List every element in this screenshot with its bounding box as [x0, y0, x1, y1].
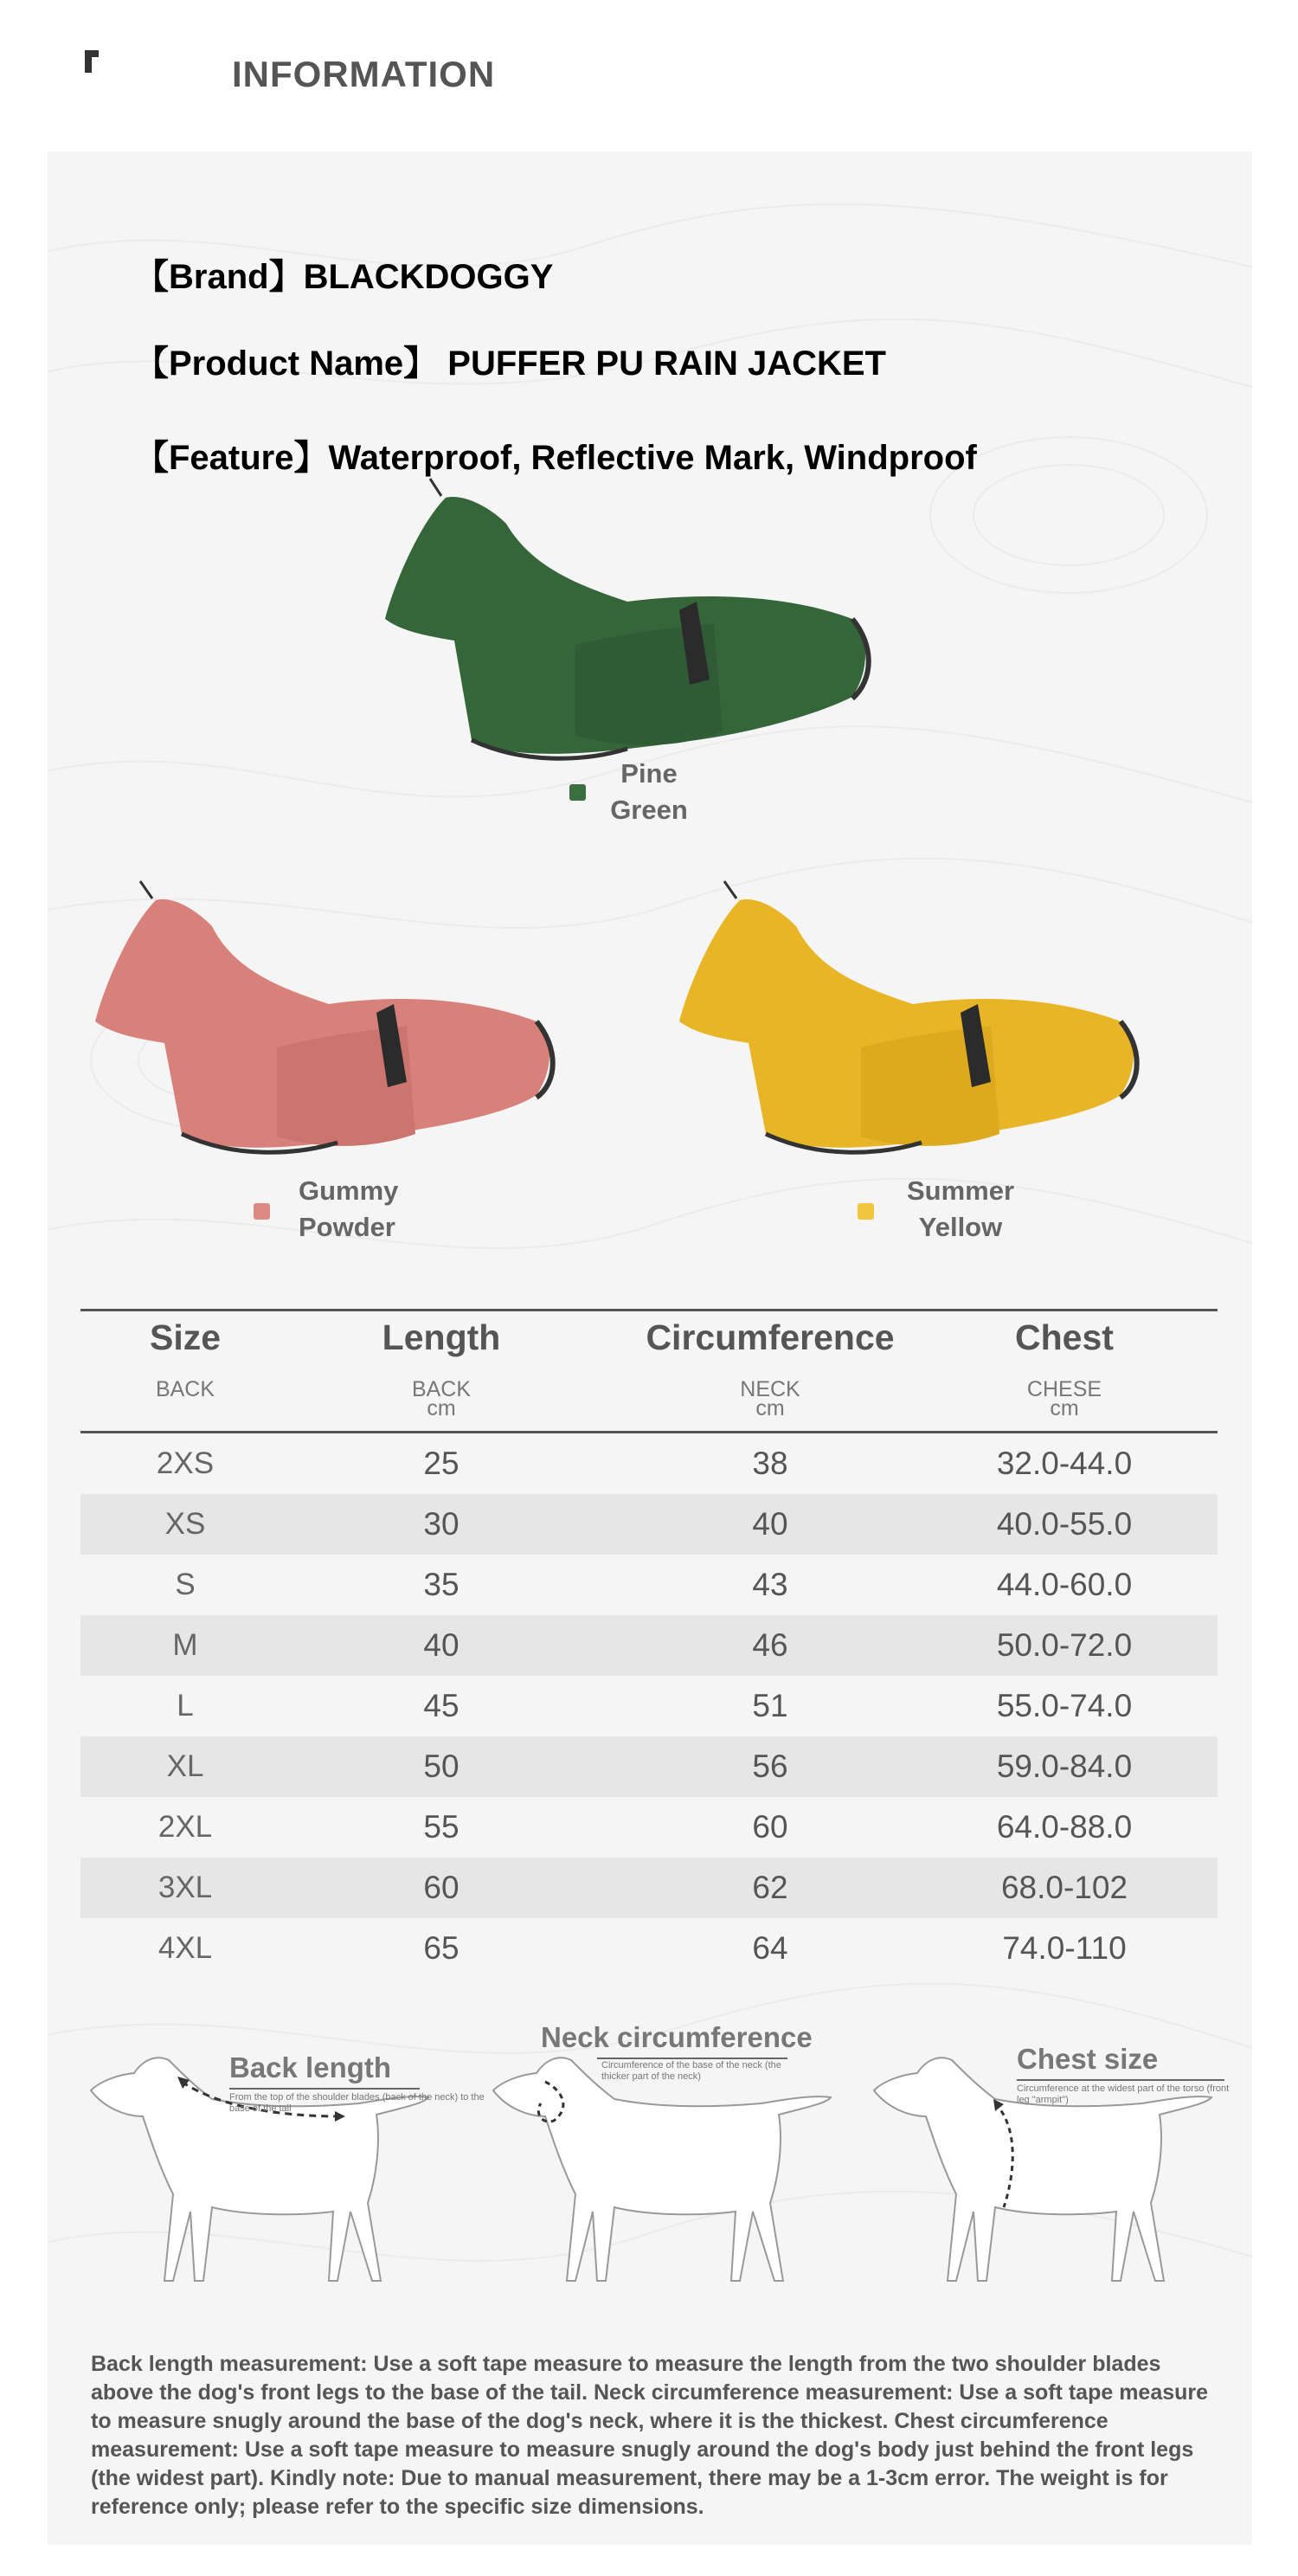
header-size: Size: [149, 1317, 222, 1357]
header-chest: Chest: [1015, 1317, 1114, 1357]
product-name-line: 【Product Name】 PUFFER PU RAIN JACKET: [134, 345, 886, 383]
subheader-size: BACK: [155, 1377, 215, 1401]
chest-size-underline: [1017, 2079, 1224, 2081]
subheader-chest: CHESE cm: [1026, 1377, 1102, 1420]
color-label-pine-green: Pine Green: [610, 758, 688, 825]
info-panel: [48, 151, 1252, 2545]
measure-chest-size: [865, 2021, 1246, 2333]
measure-neck-circumference: [485, 2021, 865, 2333]
header: [0, 0, 1298, 151]
neck-circumference-desc: Circumference of the base of the neck (the thicker part of the neck): [601, 2060, 781, 2082]
table-row: S 35 43 44.0-60.0: [175, 1567, 1133, 1602]
table-top-rule: [80, 1309, 1218, 1311]
corner-mark-icon: [85, 50, 99, 73]
swatch-pine-green: [569, 784, 586, 801]
table-row: M 40 46 50.0-72.0: [80, 1615, 1218, 1676]
back-length-desc: From the top of the shoulder blades (back of the neck) to the base of the tail: [229, 2092, 485, 2114]
neck-circumference-title: Neck circumference: [541, 2021, 813, 2053]
jacket-image-pine-green: [368, 472, 930, 896]
swatch-summer-yellow: [858, 1203, 874, 1220]
color-label-gummy-powder: Gummy Powder: [299, 1175, 399, 1242]
measurement-note: Back length measurement: Use a soft tape measure to measure the length from the two shoulder blades above the dog's front legs to the base of the tail. Neck circumference measurement: Use a soft tape measure to measure snugly around the base of the dog's neck, where it is the thickest. Chest circumference measurement: Use a soft tape measure to measure snugly around the dog's body just behind the front legs (the widest part). Kindly note: Due to manual measurement, there may be a 1-3cm error. The weight is for reference only; please refer to the specific size dimensions.: [91, 2352, 1209, 2519]
table-row: 2XL 55 60 64.0-88.0: [157, 1809, 1133, 1845]
feature-line: 【Feature】Waterproof, Reflective Mark, Windproof: [134, 439, 977, 477]
brand-line: 【Brand】BLACKDOGGY: [134, 258, 554, 296]
header-circumference: Circumference: [646, 1317, 895, 1357]
subheader-length: BACK cm: [411, 1377, 472, 1420]
table-row: 2XS 25 38 32.0-44.0: [156, 1446, 1133, 1481]
table-row: L 45 51 55.0-74.0: [177, 1688, 1133, 1723]
table-row: 4XL 65 64 74.0-110: [157, 1930, 1127, 1966]
swatch-gummy-powder: [254, 1203, 270, 1220]
back-length-underline: [229, 2088, 420, 2090]
neck-circumference-underline: [597, 2058, 787, 2059]
page-title: INFORMATION: [232, 54, 496, 94]
chest-size-title: Chest size: [1017, 2043, 1159, 2075]
table-row: 3XL 60 62 68.0-102: [80, 1858, 1218, 1918]
color-label-summer-yellow: Summer Yellow: [906, 1175, 1015, 1242]
header-length: Length: [382, 1317, 501, 1357]
back-length-title: Back length: [229, 2051, 392, 2083]
subheader-circumference: NECK cm: [740, 1377, 800, 1420]
table-row: XS 30 40 40.0-55.0: [80, 1494, 1218, 1555]
chest-size-desc: Circumference at the widest part of the torso (front leg "armpit"): [1017, 2083, 1230, 2105]
table-row: XL 50 56 59.0-84.0: [80, 1736, 1218, 1797]
measure-back-length: [82, 2021, 485, 2333]
